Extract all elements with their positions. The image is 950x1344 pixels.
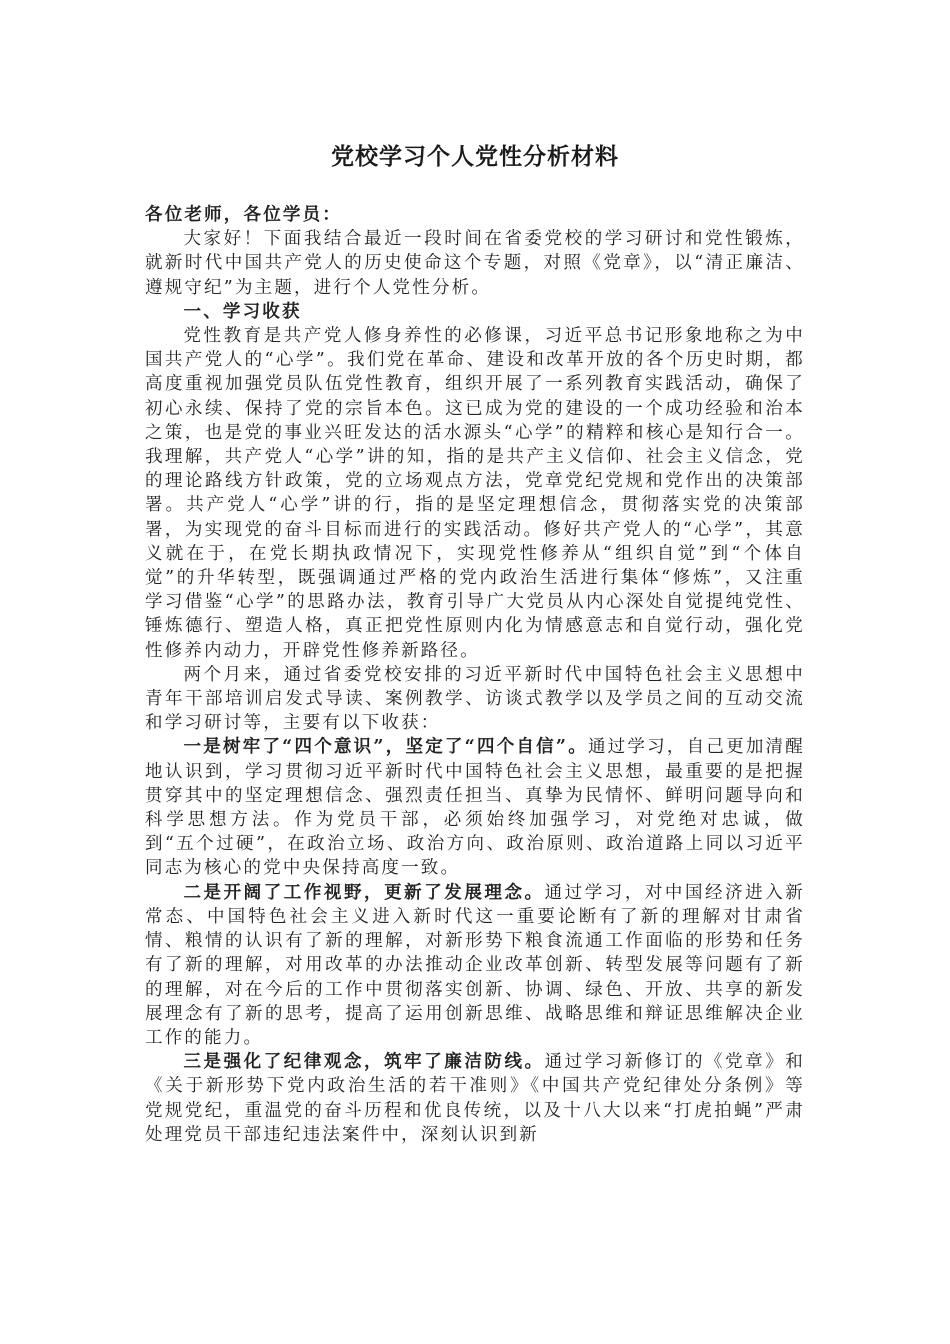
point-2-lead: 二是开阔了工作视野，更新了发展理念。: [183, 882, 545, 903]
point-3: [145, 1050, 805, 1147]
greeting: 各位老师，各位学员：: [145, 205, 342, 225]
point-1-lead: 一是树牢了“四个意识”，坚定了“四个自信”。: [183, 737, 588, 758]
point-2: [145, 881, 805, 1050]
point-3-text: 通过学习新修订的《党章》和《关于新形势下党内政治生活的若干准则》《中国共产党纪律处分条例》等党规党纪，重温党的奋斗历程和优良传统，以及十八大以来“打虎拍蝇”严肃处理党员干部违纪违法案件中，深刻认识到新: [145, 1052, 805, 1145]
point-2-text: 通过学习，对中国经济进入新常态、中国特色社会主义进入新时代这一重要论断有了新的理解对甘肃省情、粮情的认识有了新的理解，对新形势下粮食流通工作面临的形势和任务有了新的理解，对用改革的办法推动企业改革创新、转型发展等问题有了新的理解，对在今后的工作中贯彻落实创新、协调、绿色、开放、共享的新发展理念有了新的思考，提高了运用创新思维、战略思维和辩证思维解决企业工作的能力。: [145, 882, 805, 1048]
intro-paragraph: 大家好！下面我结合最近一段时间在省委党校的学习研讨和党性锻炼，就新时代中国共产党人的历史使命这个专题，对照《党章》，以“清正廉洁、遵规守纪”为主题，进行个人党性分析。: [145, 229, 805, 298]
point-1-text: 通过学习，自己更加清醒地认识到，学习贯彻习近平新时代中国特色社会主义思想，最重要的是把握贯穿其中的坚定理想信念、强烈责任担当、真挚为民情怀、鲜明问题导向和科学思想方法。作为党员干部，必须始终加强学习，对党绝对忠诚，做到“五个过硬”，在政治立场、政治方向、政治原则、政治道路上同以习近平同志为核心的党中央保持高度一致。: [145, 737, 805, 879]
paragraph-2: 两个月来，通过省委党校安排的习近平新时代中国特色社会主义思想中青年干部培训启发式导读、案例教学、访谈式教学以及学员之间的互动交流和学习研讨等，主要有以下收获：: [145, 664, 805, 734]
section-heading-1: 一、学习收获: [183, 301, 302, 322]
document-title: 党校学习个人党性分析材料: [331, 144, 619, 170]
point-1: [145, 735, 805, 880]
document-body: [145, 203, 805, 1147]
point-3-lead: 三是强化了纪律观念，筑牢了廉洁防线。: [183, 1052, 545, 1073]
paragraph-1: 党性教育是共产党人修身养性的必修课，习近平总书记形象地称之为中国共产党人的“心学”。我们党在革命、建设和改革开放的各个历史时期，都高度重视加强党员队伍党性教育，组织开展了一系列教育实践活动，确保了初心永续、保持了党的宗旨本色。这已成为党的建设的一个成功经验和治本之策，也是党的事业兴旺发达的活水源头“心学”的精粹和核心是知行合一。我理解，共产党人“心学”讲的知，指的是共产主义信仰、社会主义信念，党的理论路线方针政策，党的立场观点方法，党章党纪党规和党作出的决策部署。共产党人“心学”讲的行，指的是坚定理想信念，贯彻落实党的决策部署，为实现党的奋斗目标而进行的实践活动。修好共产党人的“心学”，其意义就在于，在党长期执政情况下，实现党性修养从“组织自觉”到“个体自觉”的升华转型，既强调通过严格的党内政治生活进行集体“修炼”，又注重学习借鉴“心学”的思路办法，教育引导广大党员从内心深处自觉提纯党性、锤炼德行、塑造人格，真正把党性原则内化为情感意志和自觉行动，强化党性修养内动力，开辟党性修养新路径。: [145, 326, 805, 661]
